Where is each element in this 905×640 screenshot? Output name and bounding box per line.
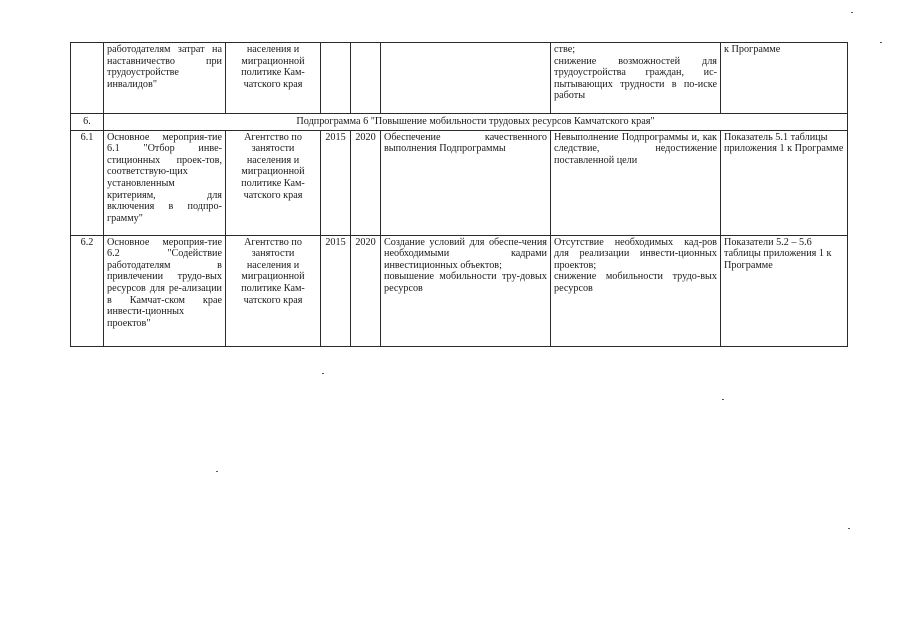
- cell-end: [351, 43, 381, 114]
- cell-indicator: к Программе: [721, 43, 848, 114]
- cell-executor: населения и миграционной политике Кам-чатского края: [226, 43, 321, 114]
- scan-speck: [322, 373, 324, 374]
- cell-activity: работодателям затрат на наставничество при трудоустройстве инвалидов": [104, 43, 226, 114]
- result-line: повышение мобильности тру-довых ресурсов: [384, 271, 547, 294]
- cell-executor: Агентство по занятости населения и миграционной политике Кам-чатского края: [226, 130, 321, 235]
- scan-speck: [848, 528, 850, 529]
- section-title: Подпрограмма 6 "Повышение мобильности трудовых ресурсов Камчатского края": [104, 114, 848, 131]
- cell-result: [381, 235, 551, 346]
- table-row-6-1: [71, 130, 848, 235]
- cell-executor: Агентство по занятости населения и миграционной политике Кам-чатского края: [226, 235, 321, 346]
- cell-start: 2015: [321, 235, 351, 346]
- cell-num: [71, 43, 104, 114]
- cell-risk: стве; снижение возможностей для трудоустройства граждан, ис-пытывающих трудности в по-иске работы: [551, 43, 721, 114]
- scan-speck: [216, 471, 218, 472]
- risk-line: Отсутствие необходимых кад-ров для реализации инвести-ционных проектов;: [554, 236, 717, 271]
- cell-indicator: Показатели 5.2 – 5.6 таблицы приложения 1 к Программе: [721, 235, 848, 346]
- result-line: Создание условий для обеспе-чения необходимыми кадрами инвестиционных объектов;: [384, 236, 547, 271]
- cell-start: [321, 43, 351, 114]
- cell-start: 2015: [321, 130, 351, 235]
- cell-end: 2020: [351, 130, 381, 235]
- table-row-continued: [71, 43, 848, 114]
- cell-activity: Основное мероприя-тие 6.2 "Содействие работодателям в привлечении трудо-вых ресурсов для ре-ализации в Камчат-ском крае инвести-ционных проектов": [104, 235, 226, 346]
- cell-result: [381, 43, 551, 114]
- risk-line: снижение мобильности трудо-вых ресурсов: [554, 271, 717, 294]
- cell-indicator: Показатель 5.1 таблицы приложения 1 к Программе: [721, 130, 848, 235]
- scan-speck: [880, 42, 882, 43]
- cell-end: 2020: [351, 235, 381, 346]
- program-table: [70, 42, 848, 347]
- table-row-6-2: [71, 235, 848, 346]
- scan-speck: [722, 399, 724, 400]
- cell-risk: [551, 235, 721, 346]
- row-number: 6.1: [71, 130, 104, 235]
- cell-risk: Невыполнение Подпрограммы и, как следствие, недостижение поставленной цели: [551, 130, 721, 235]
- section-number: 6.: [71, 114, 104, 131]
- cell-activity: Основное мероприя-тие 6.1 "Отбор инве-стиционных проек-тов, соответствую-щих установленным критериям, для включения в подпро-грамму": [104, 130, 226, 235]
- scan-speck: [851, 12, 853, 13]
- cell-result: Обеспечение качественного выполнения Подпрограммы: [381, 130, 551, 235]
- row-number: 6.2: [71, 235, 104, 346]
- table-row-section: [71, 114, 848, 131]
